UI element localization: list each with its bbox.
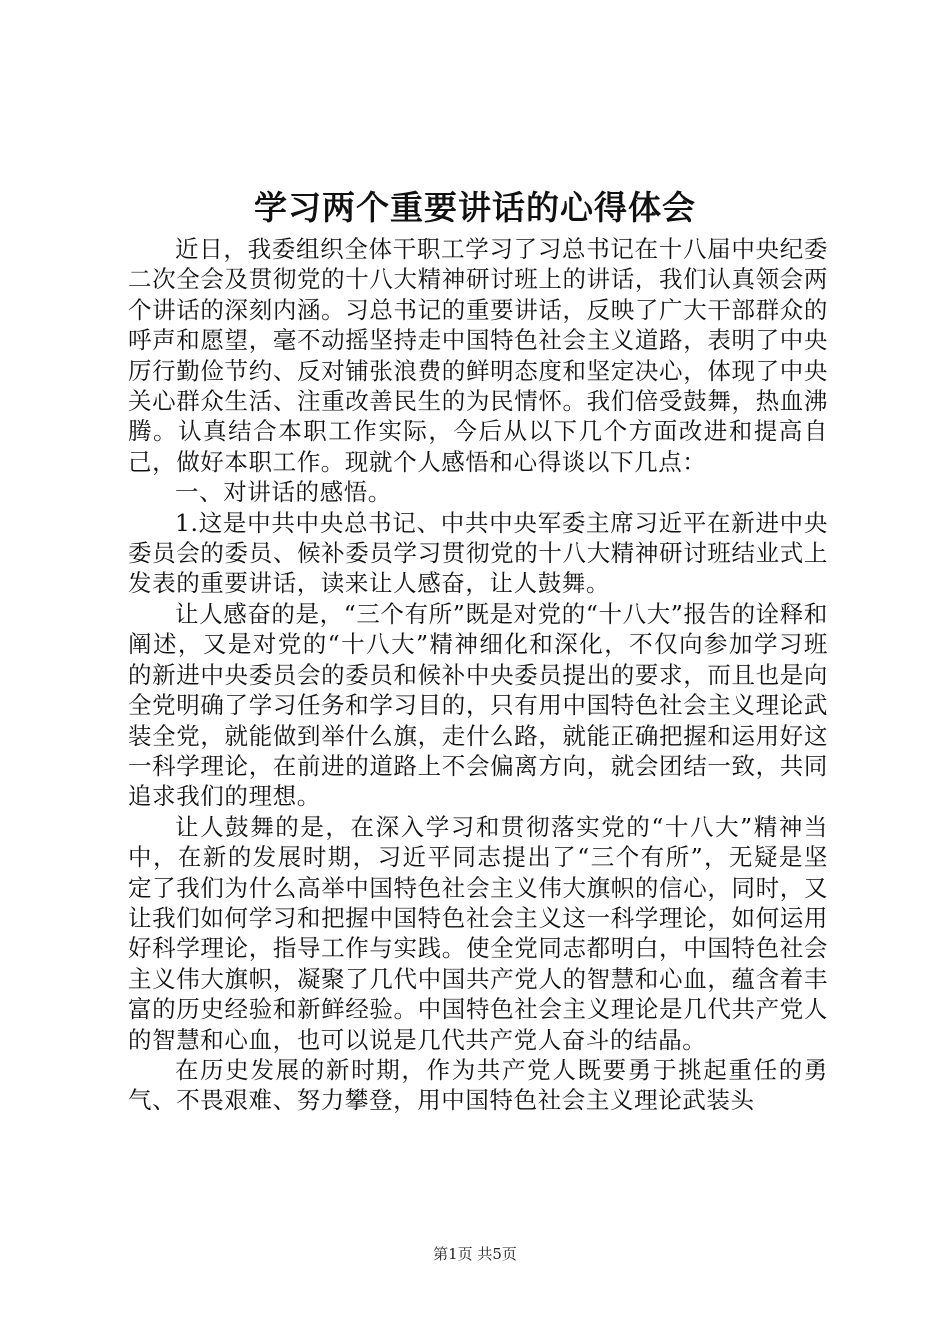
document-body	[128, 234, 828, 1116]
document-title: 学习两个重要讲话的心得体会	[254, 188, 696, 227]
paragraph-encouraging: 让人鼓舞的是，在深入学习和贯彻落实党的“十八大”精神当中，在新的发展时期，习近平同志提出了“三个有所”，无疑是坚定了我们为什么高举中国特色社会主义伟大旗帜的信心，同时，又让我们如何学习和把握中国特色社会主义这一科学理论，如何运用好科学理论，指导工作与实践。使全党同志都明白，中国特色社会主义伟大旗帜，凝聚了几代中国共产党人的智慧和心血，蕴含着丰富的历史经验和新鲜经验。中国特色社会主义理论是几代共产党人的智慧和心血，也可以说是几代共产党人奋斗的结晶。	[128, 812, 828, 1054]
paragraph-intro: 近日，我委组织全体干职工学习了习总书记在十八届中央纪委二次全会及贯彻党的十八大精神研讨班上的讲话，我们认真领会两个讲话的深刻内涵。习总书记的重要讲话，反映了广大干部群众的呼声和愿望，毫不动摇坚持走中国特色社会主义道路，表明了中央厉行勤俭节约、反对铺张浪费的鲜明态度和坚定决心，体现了中央关心群众生活、注重改善民生的为民情怀。我们倍受鼓舞，热血沸腾。认真结合本职工作实际，今后从以下几个方面改进和提高自己，做好本职工作。现就个人感悟和心得谈以下几点：	[128, 235, 828, 476]
page-number-footer: 第1页 共5页	[433, 1245, 517, 1263]
paragraph-section-heading: 一、对讲话的感悟。	[175, 478, 392, 507]
paragraph-inspiring: 让人感奋的是，“三个有所”既是对党的“十八大”报告的诠释和阐述，又是对党的“十八大”精神细化和深化，不仅向参加学习班的新进中央委员会的委员和候补中央委员提出的要求，而且也是向全党明确了学习任务和学习目的，只有用中国特色社会主义理论武装全党，就能做到举什么旗，走什么路，就能正确把握和运用好这一科学理论，在前进的道路上不会偏离方向，就会团结一致，共同追求我们的理想。	[128, 599, 828, 811]
paragraph-point-1: 1.这是中共中央总书记、中共中央军委主席习近平在新进中央委员会的委员、候补委员学习贯彻党的十八大精神研讨班结业式上发表的重要讲话，读来让人感奋，让人鼓舞。	[128, 508, 828, 598]
paragraph-new-era: 在历史发展的新时期，作为共产党人既要勇于挑起重任的勇气、不畏艰难、努力攀登，用中国特色社会主义理论武装头	[128, 1055, 828, 1115]
